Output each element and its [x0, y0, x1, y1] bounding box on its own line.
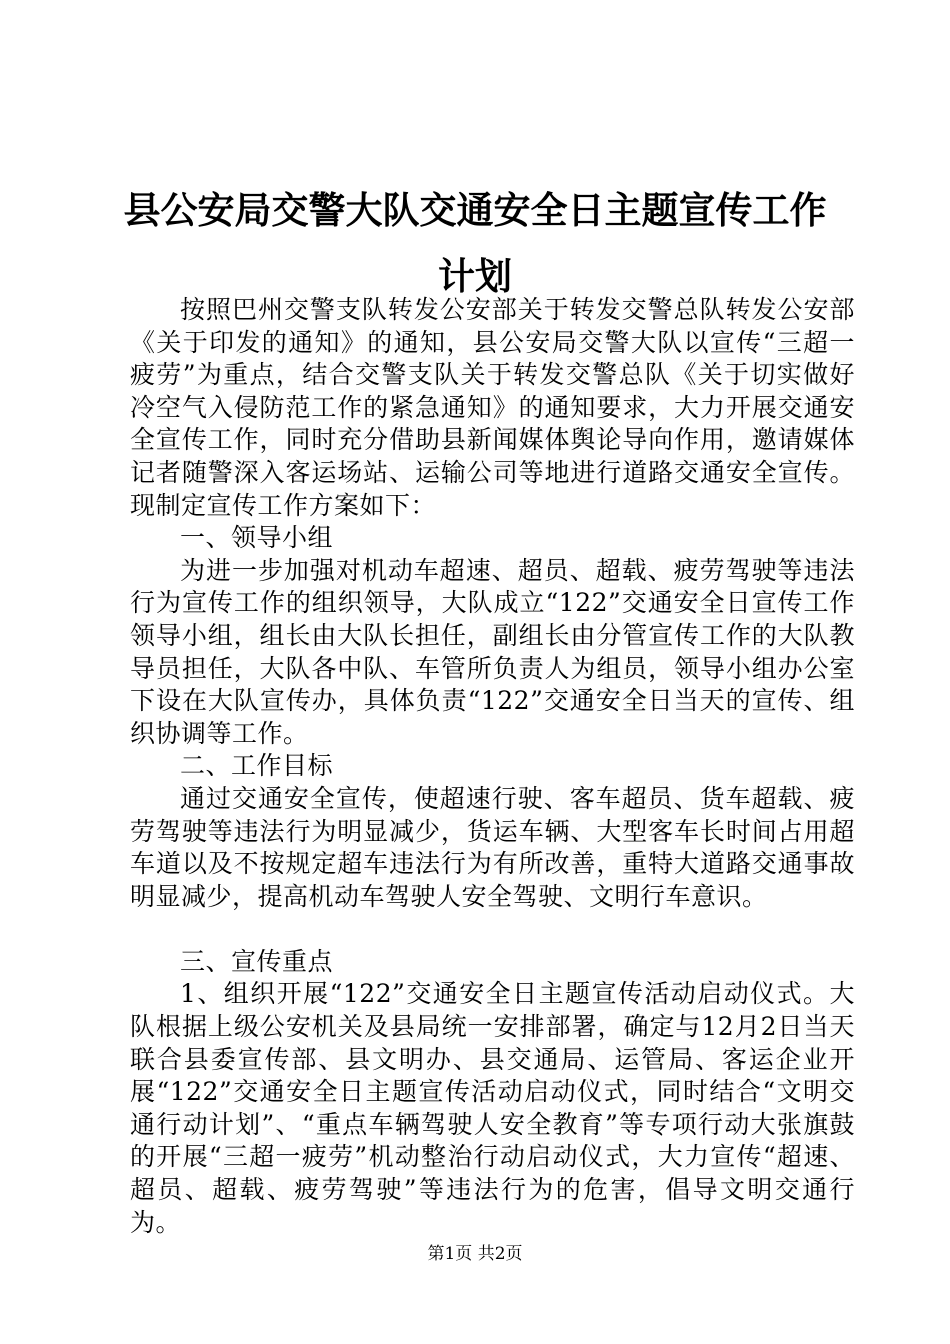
section-heading-focus: 三、宣传重点: [180, 946, 334, 976]
focus-item-1-paragraph: 1、组织开展“122”交通安全日主题宣传活动启动仪式。大队根据上级公安机关及县局统一安排部署，确定与12月2日当天联合县委宣传部、县文明办、县交通局、运管局、客运企业开展“122”交通安全日主题宣传活动启动仪式，同时结合“文明交通行动计划”、“重点车辆驾驶人安全教育”等专项行动大张旗鼓的开展“三超一疲劳”机动整治行动启动仪式，大力宣传“超速、超员、超载、疲劳驾驶”等违法行为的危害，倡导文明交通行为。: [130, 979, 855, 1237]
blank-line: [130, 913, 855, 946]
page-number-footer: 第1页 共2页: [427, 1244, 523, 1264]
document-title: 县公安局交警大队交通安全日主题宣传工作计划: [123, 189, 827, 298]
section-heading-goals: 二、工作目标: [180, 751, 334, 781]
section-heading-leadership: 一、领导小组: [180, 523, 334, 553]
document-body: [130, 294, 855, 1239]
leadership-paragraph: 为进一步加强对机动车超速、超员、超载、疲劳驾驶等违法行为宣传工作的组织领导，大队成立“122”交通安全日宣传工作领导小组，组长由大队长担任，副组长由分管宣传工作的大队教导员担任，大队各中队、车管所负责人为组员，领导小组办公室下设在大队宣传办，具体负责“122”交通安全日当天的宣传、组织协调等工作。: [130, 555, 855, 748]
intro-paragraph: 按照巴州交警支队转发公安部关于转发交警总队转发公安部《关于印发的通知》的通知，县公安局交警大队以宣传“三超一疲劳”为重点，结合交警支队关于转发交警总队《关于切实做好冷空气入侵防范工作的紧急通知》的通知要求，大力开展交通安全宣传工作，同时充分借助县新闻媒体舆论导向作用，邀请媒体记者随警深入客运场站、运输公司等地进行道路交通安全宣传。现制定宣传工作方案如下：: [130, 295, 855, 520]
goals-paragraph: 通过交通安全宣传，使超速行驶、客车超员、货车超载、疲劳驾驶等违法行为明显减少，货运车辆、大型客车长时间占用超车道以及不按规定超车违法行为有所改善，重特大道路交通事故明显减少，提高机动车驾驶人安全驾驶、文明行车意识。: [130, 783, 855, 911]
